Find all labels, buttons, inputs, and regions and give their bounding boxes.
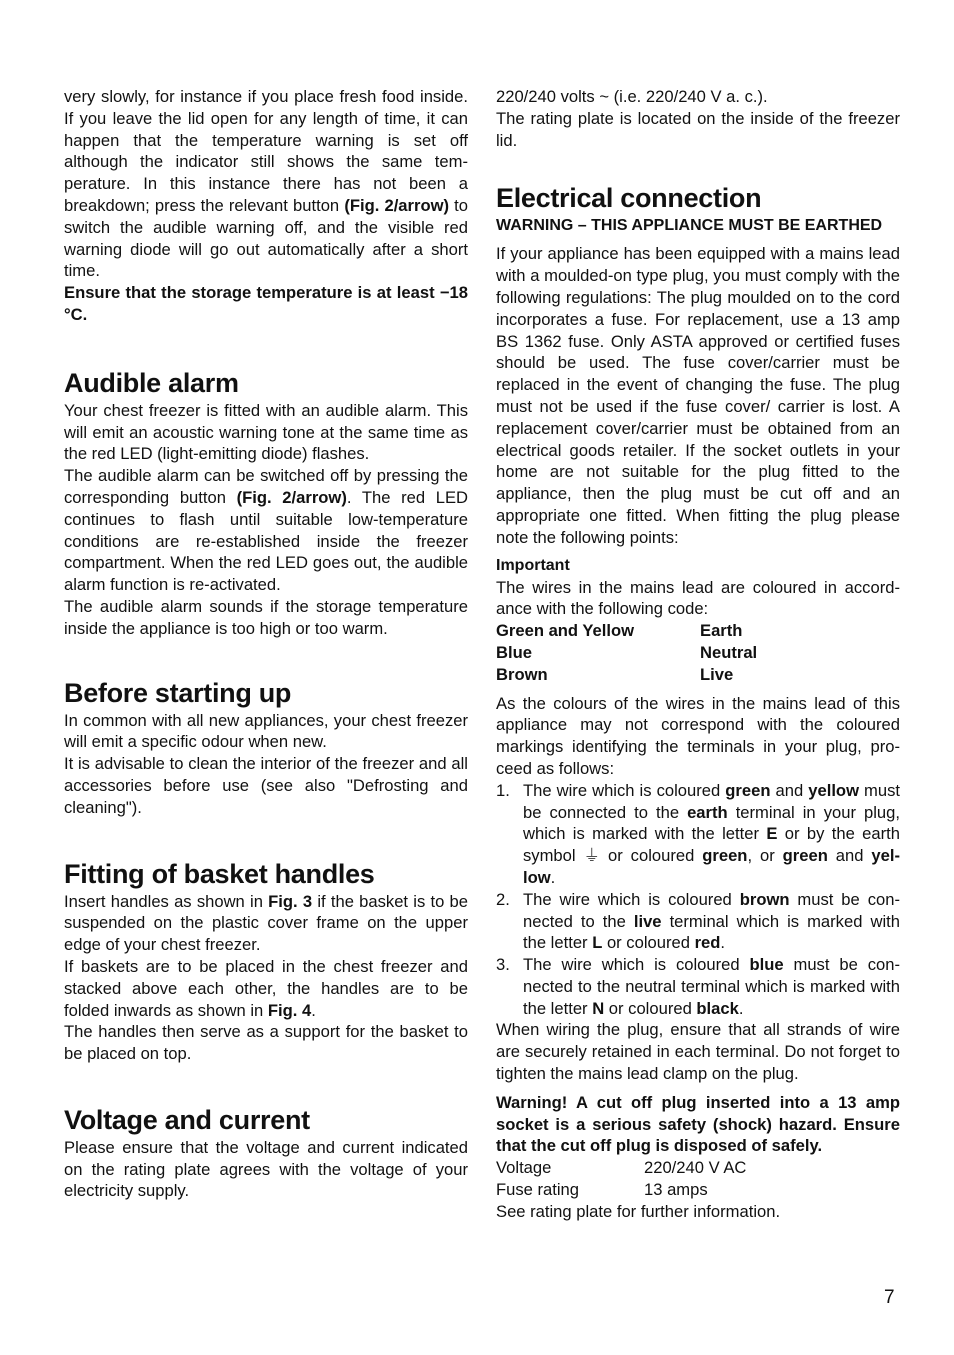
- basket-handles-paragraph-1: Insert handles as shown in Fig. 3 if the basket is to be suspended on the plastic cover frame on the upper edge of your chest freezer.: [64, 891, 468, 955]
- cut-off-plug-warning: Warning! A cut off plug inserted into a 13 amp socket is a serious safety (shock) hazard. Ensure that the cut off plug is disposed of safely.: [496, 1092, 900, 1156]
- rating-plate-line: The rating plate is located on the inside of the freezer lid.: [496, 108, 900, 150]
- electrical-paragraph-3: When wiring the plug, ensure that all strands of wire are securely retained in each terminal. Do not forget to tighten the mains lead clamp on the plug.: [496, 1020, 900, 1084]
- electrical-paragraph-1: If your appliance has been equipped with a mains lead with a moulded-on type plug, you must comply with the following regulations: The plug moulded on to the cord incorporates a fuse. For replacement, use a 13 amp BS 1362 fuse. Only ASTA approved or certified fuses should be used. The fuse cover/carrier must be replaced in the event of changing the fuse. The plug must not be used if the fuse cover/ carrier is lost. A replacement cover/carrier must be obtained from an electrical goods retailer. If the socket outlets in your home are not suitable for the plug fitted to the appliance, then the plug must be cut off and an appropriate one fitted. When fitting the plug please note the following points:: [496, 244, 900, 547]
- audible-alarm-paragraph-3: The audible alarm sounds if the storage temperature inside the appliance is too high or too warm.: [64, 596, 468, 638]
- wire-code-row: Green and Yellow Earth: [496, 621, 743, 641]
- voltage-current-paragraph: Please ensure that the voltage and current indicated on the rating plate agrees with the voltage of your electricity supply.: [64, 1137, 468, 1201]
- heading-voltage-current: Voltage and current: [64, 1104, 310, 1135]
- wiring-steps-list: [496, 780, 900, 1020]
- voltage-line: 220/240 volts ~ (i.e. 220/240 V a. c.).: [496, 87, 768, 106]
- left-column: [64, 86, 468, 1202]
- audible-alarm-paragraph-2: The audible alarm can be switched off by pressing the corresponding button (Fig. 2/arrow). The red LED continues to flash until suitable low-temperature conditions are re-established inside the freezer compartment. When the red LED goes out, the audible alarm function is re-activated.: [64, 466, 468, 595]
- wire-code-row: Blue Neutral: [496, 642, 758, 662]
- wire-code-table: [496, 620, 757, 685]
- electrical-paragraph-2: As the colours of the wires in the mains lead of this appliance may not correspond with the coloured markings identifying the terminals in your plug, proceed as follows:: [496, 693, 900, 778]
- wiring-step-2: 2. The wire which is coloured brown must be connected to the live terminal which is marked with the letter L or coloured red.: [496, 889, 900, 953]
- important-paragraph: The wires in the mains lead are coloured in accordance with the following code:: [496, 577, 900, 619]
- intro-bold-note: Ensure that the storage temperature is at least −18 °C.: [64, 283, 468, 324]
- important-label: Important: [496, 556, 570, 574]
- basket-handles-paragraph-2: If baskets are to be placed in the chest freezer and stacked above each other, the handles are to be folded inwards as shown in Fig. 4.: [64, 956, 468, 1020]
- wiring-step-1: 1. The wire which is coloured green and yellow must be connected to the earth terminal in your plug, which is marked with the letter E or by the earth symbol ⏚ or coloured green, or green and yellow.: [496, 780, 900, 887]
- earthed-warning: WARNING – THIS APPLIANCE MUST BE EARTHED: [496, 217, 883, 235]
- right-column: [496, 86, 900, 1223]
- heading-basket-handles: Fitting of basket handles: [64, 858, 375, 889]
- spec-row: Fuse rating 13 amps: [496, 1180, 708, 1200]
- heading-before-starting: Before starting up: [64, 677, 292, 708]
- wire-code-row: Brown Live: [496, 664, 734, 684]
- rating-spec-table: [496, 1157, 746, 1201]
- rating-plate-note: See rating plate for further information.: [496, 1201, 781, 1221]
- intro-paragraph: very slowly, for instance if you place fresh food inside. If you leave the lid open for any length of time, it can happen that the temperature warning is set off although the indicator still shows the same temperature. In this instance there has not been a breakdown; press the relevant button (Fig. 2/arrow) to switch the audible warning off, and the visible red warning diode will go out automatically after a short time.: [64, 87, 469, 281]
- before-starting-paragraph-2: It is advisable to clean the interior of the freezer and all accessories before use (see also "Defrosting and cleaning").: [64, 754, 468, 817]
- wiring-step-3: 3. The wire which is coloured blue must be connected to the neutral terminal which is marked with the letter N or coloured black.: [496, 955, 900, 1018]
- spec-row: Voltage 220/240 V AC: [496, 1158, 747, 1178]
- audible-alarm-paragraph-1: Your chest freezer is fitted with an audible alarm. This will emit an acoustic warning tone at the same time as the red LED (light-emitting diode) flashes.: [64, 400, 468, 464]
- basket-handles-paragraph-3: The handles then serve as a support for the basket to be placed on top.: [64, 1022, 468, 1064]
- before-starting-paragraph-1: In common with all new appliances, your chest freezer will emit a specific odour when new.: [64, 710, 468, 752]
- heading-audible-alarm: Audible alarm: [64, 367, 239, 398]
- page-number: 7: [884, 1287, 895, 1308]
- heading-electrical-connection: Electrical connection: [496, 183, 762, 214]
